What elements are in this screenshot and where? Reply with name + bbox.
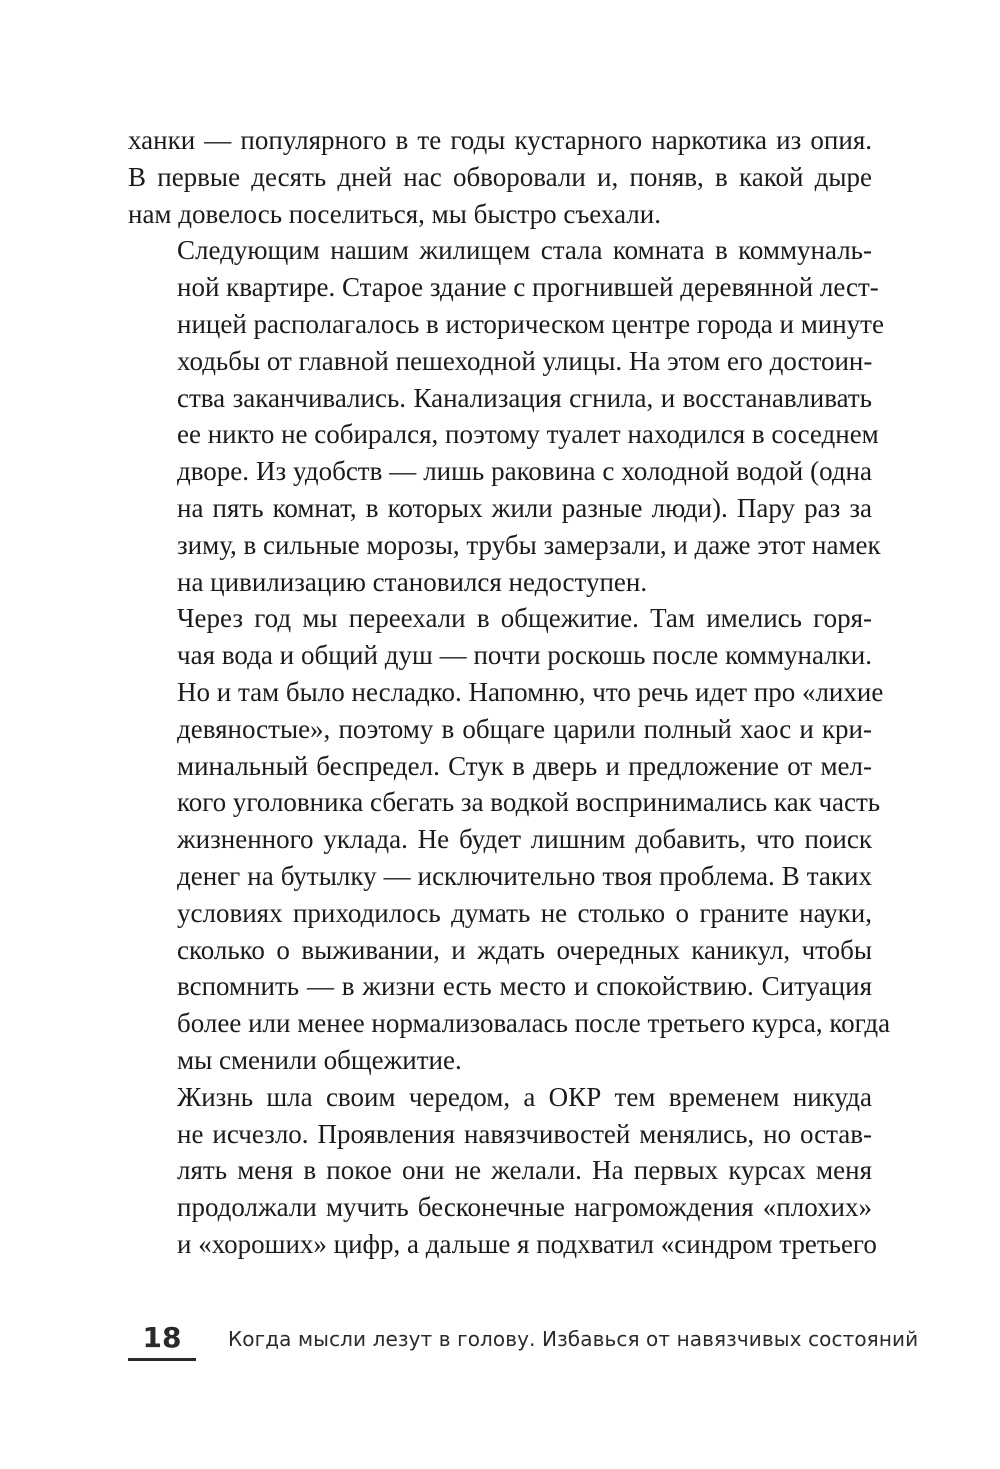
text-line: ханки — популярного в те годы кустарного наркотика из опия.	[128, 125, 872, 155]
paragraph	[128, 232, 884, 600]
text-line: жизненного уклада. Не будет лишним добавить, что поиск	[177, 824, 872, 855]
text-line: нам довелось поселиться, мы быстро съехали.	[128, 198, 661, 229]
text-line: мы сменили общежитие.	[177, 1044, 462, 1075]
text-line: ходьбы от главной пешеходной улицы. На этом его достоин-	[177, 345, 873, 376]
text-line: Следующим нашим жилищем стала комната в коммуналь-	[177, 235, 872, 266]
text-line: чая вода и общий душ — почти роскошь после коммуналки.	[177, 640, 872, 671]
text-line: Через год мы переехали в общежитие. Там имелись горя-	[177, 603, 872, 634]
text-line: сколько о выживании, и ждать очередных каникул, чтобы	[177, 934, 872, 965]
text-line: ее никто не собирался, поэтому туалет находился в соседнем	[177, 419, 879, 450]
paragraph	[128, 600, 891, 1078]
text-line: зиму, в сильные морозы, трубы замерзали, и даже этот намек	[177, 529, 881, 560]
text-line: продолжали мучить бесконечные нагромождения «плохих»	[177, 1192, 872, 1223]
text-line: ницей располагалось в историческом центре города и минуте	[177, 308, 884, 339]
text-line: на цивилизацию становился недоступен.	[177, 566, 648, 597]
page-footer	[128, 1320, 919, 1360]
text-line: минальный беспредел. Стук в дверь и предложение от мел-	[177, 750, 872, 781]
text-line: условиях приходилось думать не столько о граните науки,	[177, 897, 872, 928]
body-text	[128, 122, 891, 1263]
running-title: Когда мысли лезут в голову. Избавься от навязчивых состояний	[228, 1327, 919, 1351]
text-line: лять меня в покое они не желали. На первых курсах меня	[177, 1155, 872, 1186]
text-line: Жизнь шла своим чередом, а ОКР тем временем никуда	[177, 1081, 872, 1112]
text-line: Но и там было несладко. Напомню, что речь идет про «лихие	[177, 676, 884, 707]
text-line: на пять комнат, в которых жили разные люди). Пару раз за	[177, 492, 872, 523]
paragraph	[128, 122, 872, 232]
text-line: и «хороших» цифр, а дальше я подхватил «синдром третьего	[177, 1228, 877, 1259]
text-line: В первые десять дней нас обворовали и, поняв, в какой дыре	[128, 161, 872, 192]
text-line: вспомнить — в жизни есть место и спокойствию. Ситуация	[177, 971, 872, 1002]
text-line: более или менее нормализовалась после третьего курса, когда	[177, 1008, 891, 1039]
paragraph	[128, 1079, 877, 1263]
text-line: ства заканчивались. Канализация сгнила, и восстанавливать	[177, 382, 872, 413]
text-line: не исчезло. Проявления навязчивостей менялись, но остав-	[177, 1118, 872, 1149]
text-line: дворе. Из удобств — лишь раковина с холодной водой (одна	[177, 456, 872, 487]
text-line: денег на бутылку — исключительно твоя проблема. В таких	[177, 860, 872, 891]
page-number: 18	[128, 1320, 196, 1361]
text-line: ной квартире. Старое здание с прогнившей деревянной лест-	[177, 272, 879, 303]
text-line: девяностые», поэтому в общаге царили полный хаос и кри-	[177, 713, 872, 744]
text-line: кого уголовника сбегать за водкой воспринимались как часть	[177, 787, 881, 818]
